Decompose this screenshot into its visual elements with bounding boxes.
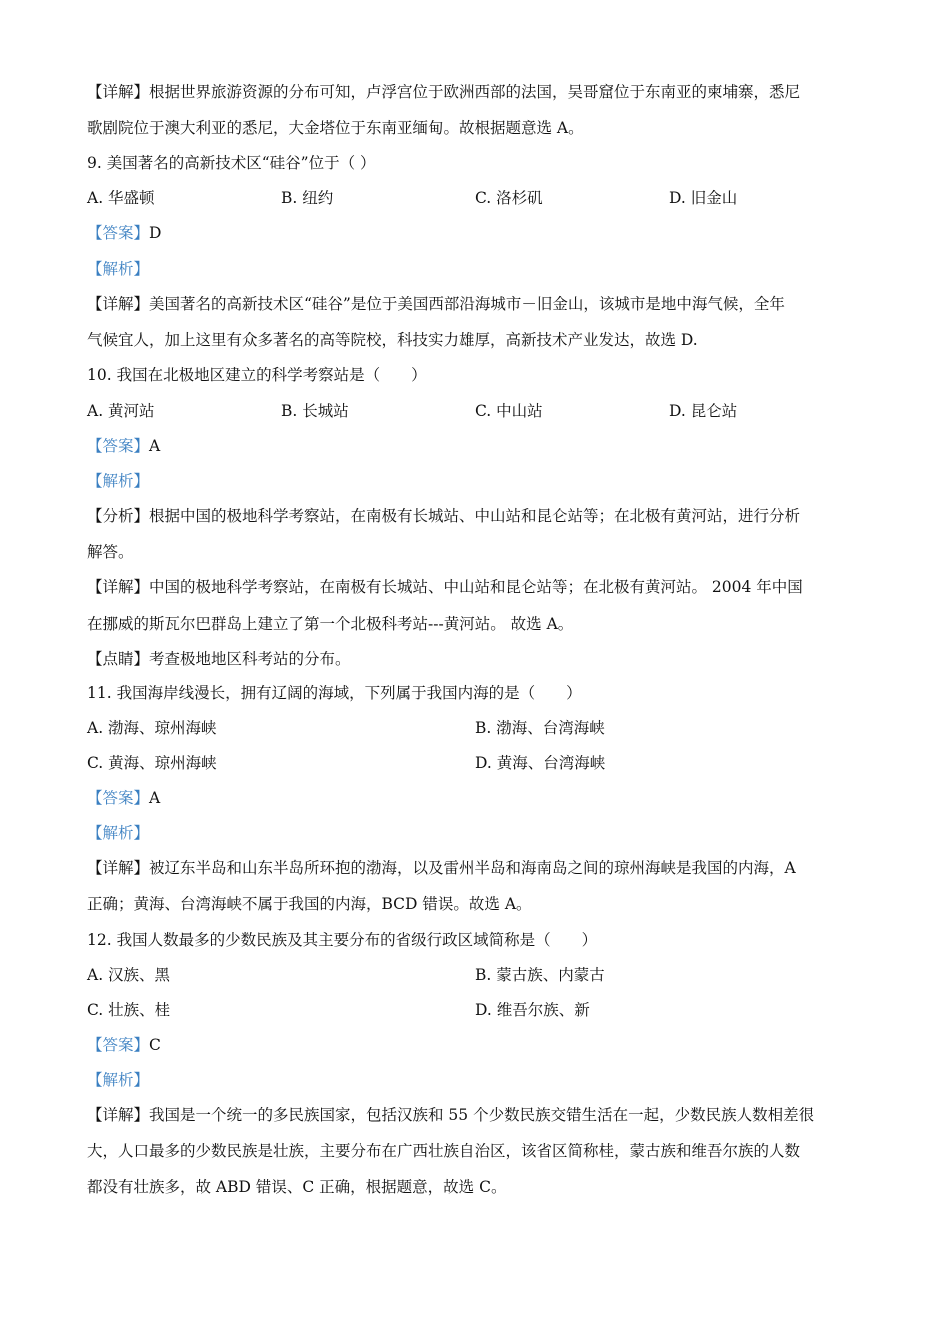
q10-detail-line-2: 在挪威的斯瓦尔巴群岛上建立了第一个北极科考站---黄河站。 故选 A。: [87, 615, 574, 633]
q12-options-row-1: [87, 965, 867, 985]
q12-option-b: B. 蒙古族、内蒙古: [475, 966, 605, 984]
q9-options: [87, 188, 867, 208]
q12-option-c: C. 壮族、桂: [87, 1001, 171, 1019]
q9-detail-line-2: 气候宜人，加上这里有众多著名的高等院校，科技实力雄厚，高新技术产业发达，故选 D.: [87, 331, 698, 349]
q10-stem: 10. 我国在北极地区建立的科学考察站是（ ）: [87, 366, 427, 384]
q10-option-c: C. 中山站: [475, 402, 543, 420]
q11-option-b: B. 渤海、台湾海峡: [475, 719, 605, 737]
q11-options-row-2: [87, 753, 867, 773]
q12-stem: 12. 我国人数最多的少数民族及其主要分布的省级行政区域简称是（ ）: [87, 931, 598, 949]
q11-option-c: C. 黄海、琼州海峡: [87, 754, 217, 772]
q12-analysis-label: 【解析】: [87, 1071, 150, 1089]
q11-detail-line-1: 【详解】被辽东半岛和山东半岛所环抱的渤海，以及雷州半岛和海南岛之间的琼州海峡是我国的内海，A: [87, 859, 796, 877]
q10-answer-label: 【答案】: [87, 437, 150, 455]
q11-answer-label: 【答案】: [87, 789, 150, 807]
q11-answer: [87, 788, 160, 808]
q12-answer-label: 【答案】: [87, 1036, 150, 1054]
q10-option-a: A. 黄河站: [87, 402, 155, 420]
q9-option-c: C. 洛杉矶: [475, 189, 543, 207]
q9-option-a: A. 华盛顿: [87, 189, 155, 207]
q10-fenxi-line-2: 解答。: [87, 543, 134, 561]
q9-stem: 9. 美国著名的高新技术区“硅谷”位于（ ）: [87, 154, 376, 172]
q8-detail-line-1: 【详解】根据世界旅游资源的分布可知，卢浮宫位于欧洲西部的法国，吴哥窟位于东南亚的柬埔寨，悉尼: [87, 83, 801, 101]
q12-detail-line-1: 【详解】我国是一个统一的多民族国家，包括汉族和 55 个少数民族交错生活在一起，少数民族人数相差很: [87, 1106, 815, 1124]
q9-option-d: D. 旧金山: [669, 189, 738, 207]
q12-option-a: A. 汉族、黑: [87, 966, 171, 984]
q11-stem: 11. 我国海岸线漫长，拥有辽阔的海域，下列属于我国内海的是（ ）: [87, 684, 582, 702]
q11-options-row-1: [87, 718, 867, 738]
q10-option-d: D. 昆仑站: [669, 402, 738, 420]
q8-detail-line-2: 歌剧院位于澳大利亚的悉尼，大金塔位于东南亚缅甸。故根据题意选 A。: [87, 119, 584, 137]
q10-answer-value: A: [149, 437, 161, 455]
q10-detail-line-1: 【详解】中国的极地科学考察站，在南极有长城站、中山站和昆仑站等；在北极有黄河站。 2004 年中国: [87, 578, 803, 596]
q11-analysis-label: 【解析】: [87, 824, 150, 842]
q10-answer: [87, 436, 160, 456]
q9-option-b: B. 纽约: [281, 189, 334, 207]
q11-option-a: A. 渤海、琼州海峡: [87, 719, 217, 737]
q10-dianjing: 【点睛】考查极地地区科考站的分布。: [87, 650, 351, 668]
q10-options: [87, 401, 867, 421]
q9-answer-label: 【答案】: [87, 224, 150, 242]
q11-option-d: D. 黄海、台湾海峡: [475, 754, 606, 772]
q12-answer-value: C: [149, 1036, 161, 1054]
q12-options-row-2: [87, 1000, 867, 1020]
q12-answer: [87, 1035, 161, 1055]
q11-detail-line-2: 正确；黄海、台湾海峡不属于我国的内海，BCD 错误。故选 A。: [87, 895, 532, 913]
q12-detail-line-3: 都没有壮族多，故 ABD 错误、C 正确，根据题意，故选 C。: [87, 1178, 507, 1196]
q9-answer-value: D: [149, 224, 162, 242]
q12-option-d: D. 维吾尔族、新: [475, 1001, 590, 1019]
q9-analysis-label: 【解析】: [87, 260, 150, 278]
q12-detail-line-2: 大，人口最多的少数民族是壮族，主要分布在广西壮族自治区，该省区简称桂，蒙古族和维吾尔族的人数: [87, 1142, 801, 1160]
q10-fenxi-line-1: 【分析】根据中国的极地科学考察站，在南极有长城站、中山站和昆仑站等；在北极有黄河站，进行分析: [87, 507, 801, 525]
q9-answer: [87, 223, 161, 243]
q11-answer-value: A: [149, 789, 161, 807]
q10-option-b: B. 长城站: [281, 402, 349, 420]
q10-analysis-label: 【解析】: [87, 472, 150, 490]
q9-detail-line-1: 【详解】美国著名的高新技术区“硅谷”是位于美国西部沿海城市－旧金山，该城市是地中海气候，全年: [87, 295, 785, 313]
